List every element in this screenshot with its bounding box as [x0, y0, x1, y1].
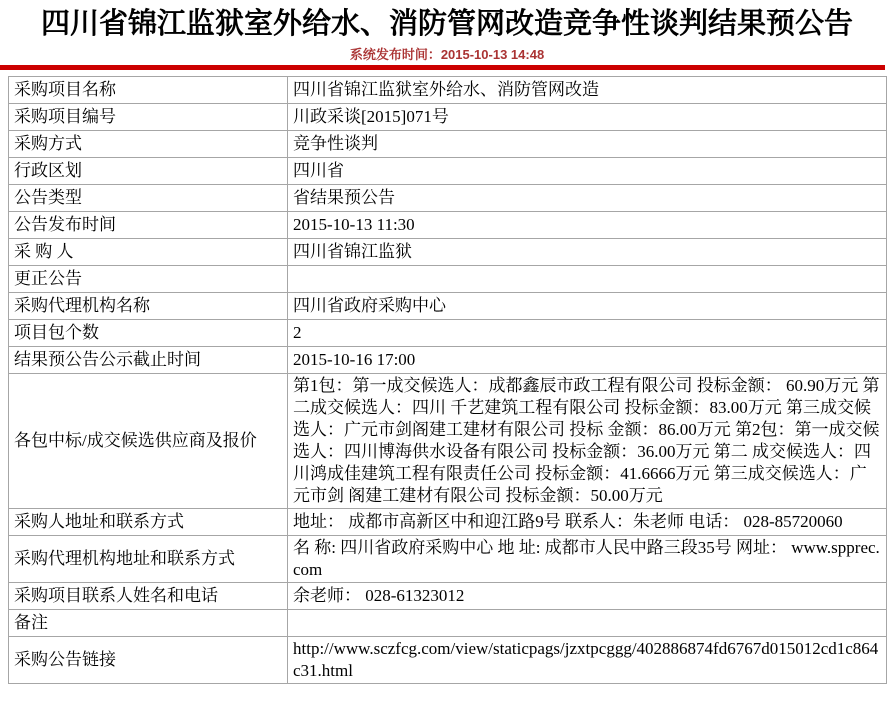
- row-value: 川政采谈[2015]071号: [288, 104, 887, 131]
- row-label: 公告发布时间: [9, 212, 288, 239]
- announcement-link-url: http://www.sczfcg.com/view/staticpags/jzxtpcggg/402886874fd6767d015012cd1c864c31.html: [288, 637, 887, 684]
- row-project-number: [9, 104, 887, 131]
- row-value: 四川省政府采购中心: [288, 293, 887, 320]
- row-label: 公告类型: [9, 185, 288, 212]
- row-label: 采 购 人: [9, 239, 288, 266]
- row-value: 第1包：第一成交候选人：成都鑫辰市政工程有限公司 投标金额： 60.90万元 第二成交候选人：四川 千艺建筑工程有限公司 投标金额：83.00万元 第三成交候选人：广元市剑阁建工建材有限公司 投标 金额：86.00万元 第2包：第一成交候选人：四川博海供水设备有限公司 投标金额：36.00万元 第二 成交候选人：四川鸿成佳建筑工程有限责任公司 投标金额：41.6666万元 第三成交候选人：广元市剑 阁建工建材有限公司 投标金额：50.00万元: [288, 374, 887, 509]
- row-value: 地址： 成都市高新区中和迎江路9号 联系人：朱老师 电话： 028-85720060: [288, 509, 887, 536]
- row-remarks: [9, 610, 887, 637]
- page-title: 四川省锦江监狱室外给水、消防管网改造竞争性谈判结果预公告: [40, 8, 853, 40]
- row-label: 备注: [9, 610, 288, 637]
- row-project-name: [9, 77, 887, 104]
- row-value: [288, 266, 887, 293]
- row-value: 四川省锦江监狱: [288, 239, 887, 266]
- row-procurement-method: [9, 131, 887, 158]
- row-agency-name: [9, 293, 887, 320]
- row-label: 采购公告链接: [9, 637, 288, 684]
- row-value: 2: [288, 320, 887, 347]
- row-value: 省结果预公告: [288, 185, 887, 212]
- row-candidate-suppliers-and-quotes: [9, 374, 887, 509]
- row-label: 采购项目联系人姓名和电话: [9, 583, 288, 610]
- row-package-count: [9, 320, 887, 347]
- row-administrative-region: [9, 158, 887, 185]
- row-value: 2015-10-16 17:00: [288, 347, 887, 374]
- row-value: 四川省: [288, 158, 887, 185]
- row-label: 各包中标/成交候选供应商及报价: [9, 374, 288, 509]
- row-purchaser: [9, 239, 887, 266]
- row-project-contact-name-phone: [9, 583, 887, 610]
- row-value: 名 称: 四川省政府采购中心 地 址: 成都市人民中路三段35号 网址： www.spprec.com: [288, 536, 887, 583]
- row-label: 采购人地址和联系方式: [9, 509, 288, 536]
- row-value: 四川省锦江监狱室外给水、消防管网改造: [288, 77, 887, 104]
- system-publish-time: 系统发布时间：2015-10-13 14:48: [349, 47, 545, 62]
- announcement-info-table: [8, 76, 887, 684]
- announcement-header: [0, 0, 894, 70]
- row-value: 余老师： 028-61323012: [288, 583, 887, 610]
- row-label: 采购代理机构地址和联系方式: [9, 536, 288, 583]
- row-announcement-link: [9, 637, 887, 684]
- row-value: [288, 610, 887, 637]
- row-label: 行政区划: [9, 158, 288, 185]
- row-label: 更正公告: [9, 266, 288, 293]
- row-announcement-type: [9, 185, 887, 212]
- red-divider: [0, 65, 885, 70]
- row-value: 2015-10-13 11:30: [288, 212, 887, 239]
- row-label: 采购方式: [9, 131, 288, 158]
- row-label: 项目包个数: [9, 320, 288, 347]
- row-correction-notice: [9, 266, 887, 293]
- row-label: 结果预公告公示截止时间: [9, 347, 288, 374]
- row-label: 采购项目编号: [9, 104, 288, 131]
- row-announcement-publish-time: [9, 212, 887, 239]
- row-agency-address-contact: [9, 536, 887, 583]
- row-result-publicity-deadline: [9, 347, 887, 374]
- row-label: 采购代理机构名称: [9, 293, 288, 320]
- row-purchaser-address-contact: [9, 509, 887, 536]
- row-value: 竞争性谈判: [288, 131, 887, 158]
- row-label: 采购项目名称: [9, 77, 288, 104]
